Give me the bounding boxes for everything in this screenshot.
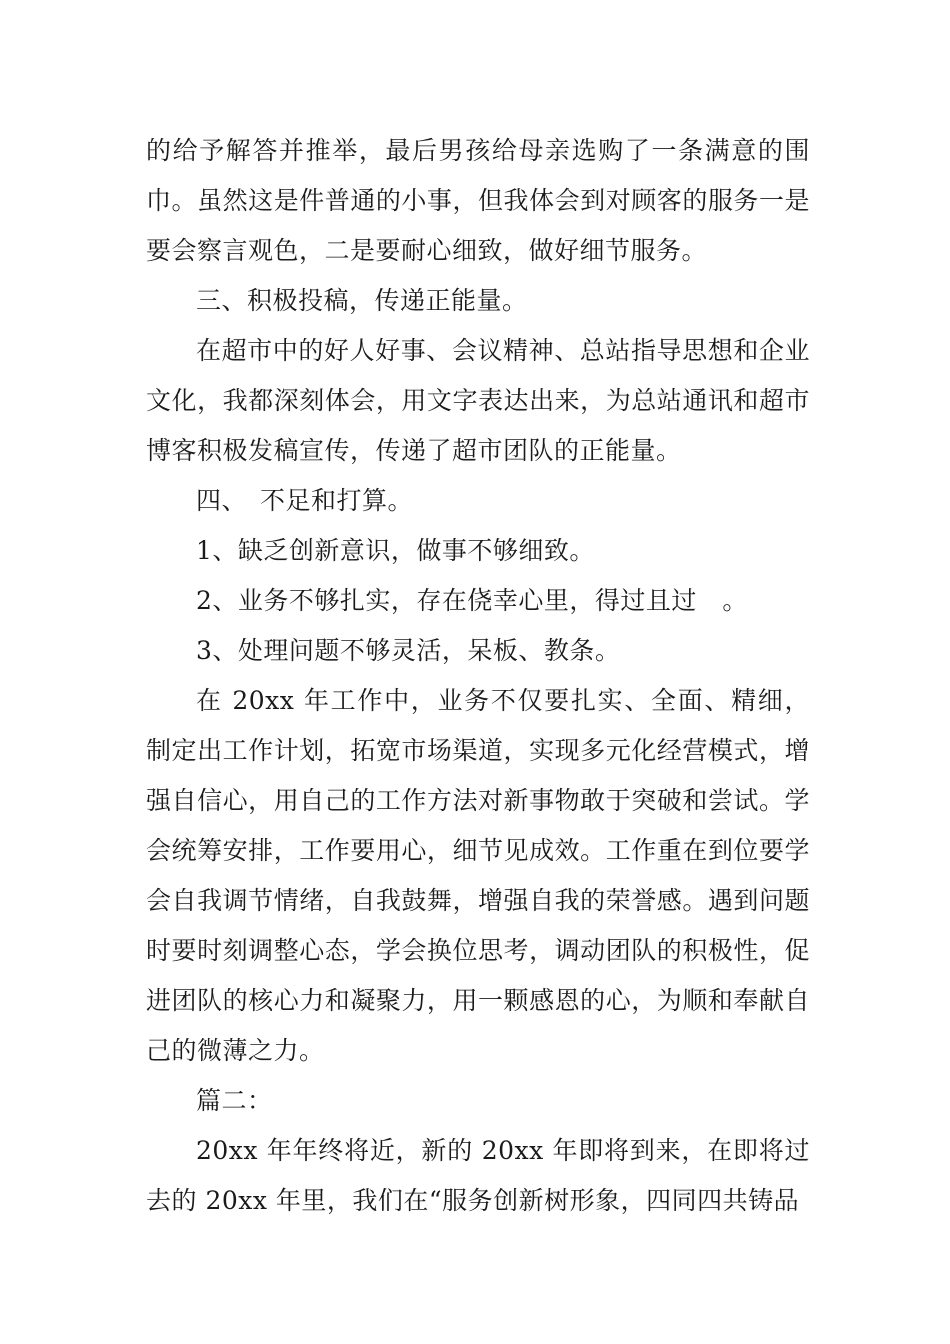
list-item-2: 2、业务不够扎实，存在侥幸心里，得过且过 。 [196,586,748,615]
paragraph-intro: 20xx 年年终将近，新的 20xx 年即将到来，在即将过去的 20xx 年里，我们在“服务创新树形象，四同四共铸品 [146,1136,810,1215]
list-item-1: 1、缺乏创新意识，做事不够细致。 [196,536,595,565]
list-item-3: 3、处理问题不够灵活，呆板、教条。 [196,636,621,665]
paragraph-continuation: 的给予解答并推举，最后男孩给母亲选购了一条满意的围巾。虽然这是件普通的小事，但我体会到对顾客的服务一是要会察言观色，二是要耐心细致，做好细节服务。 [146,136,810,265]
section-heading-4: 四、 不足和打算。 [196,486,414,515]
section-heading-3: 三、积极投稿，传递正能量。 [196,286,528,315]
paragraph-submissions: 在超市中的好人好事、会议精神、总站指导思想和企业文化，我都深刻体会，用文字表达出来，为总站通讯和超市博客积极发稿宣传，传递了超市团队的正能量。 [146,336,810,465]
chapter-heading: 篇二： [196,1086,273,1115]
paragraph-plan: 在 20xx 年工作中，业务不仅要扎实、全面、精细，制定出工作计划，拓宽市场渠道，实现多元化经营模式，增强自信心，用自己的工作方法对新事物敢于突破和尝试。学会统筹安排，工作要用心，细节见成效。工作重在到位要学会自我调节情绪，自我鼓舞，增强自我的荣誉感。遇到问题时要时刻调整心态，学会换位思考，调动团队的积极性，促进团队的核心力和凝聚力，用一颗感恩的心，为顺和奉献自己的微薄之力。 [146,686,810,1065]
